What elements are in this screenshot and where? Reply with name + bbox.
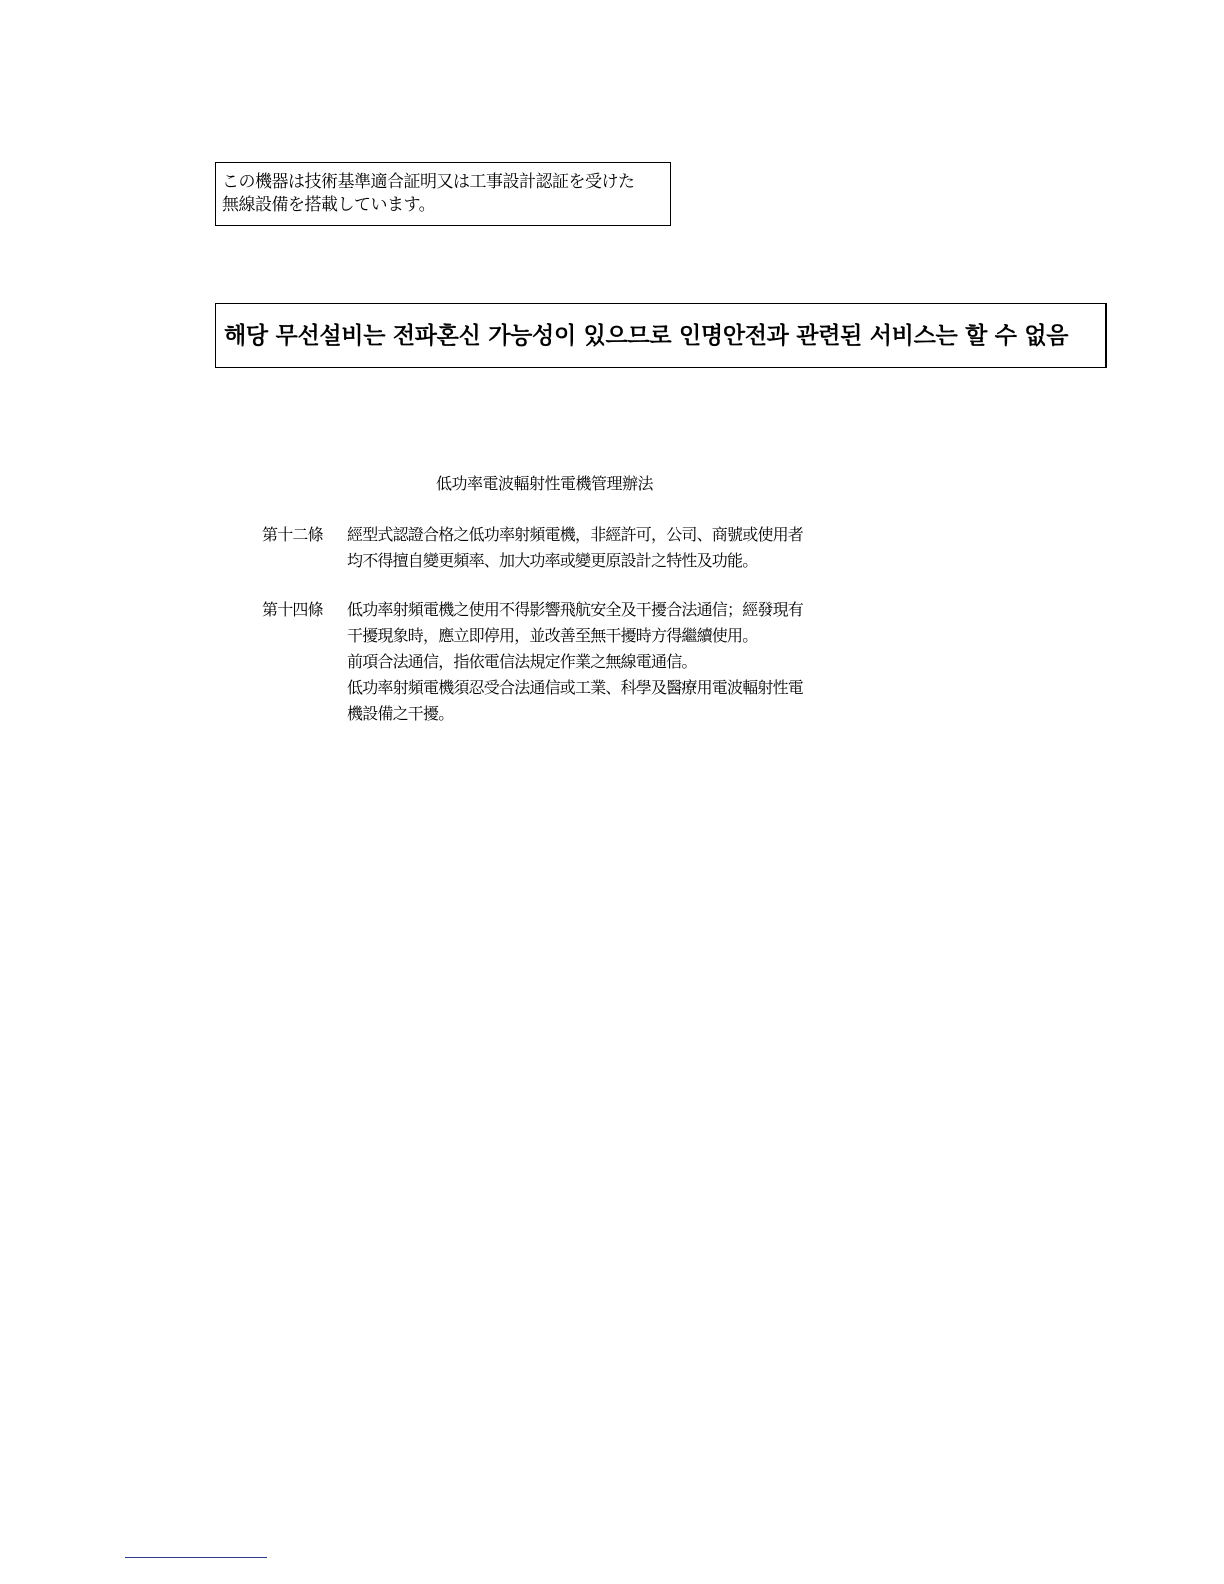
article-12-label: 第十二條 bbox=[262, 525, 323, 544]
article-12-line-2: 均不得擅自變更頻率、加大功率或變更原設計之特性及功能。 bbox=[347, 551, 758, 570]
article-14-line-2: 干擾現象時，應立即停用，並改善至無干擾時方得繼續使用。 bbox=[347, 626, 758, 645]
article-14-body bbox=[347, 597, 803, 727]
article-14-line-5: 機設備之干擾。 bbox=[347, 704, 454, 723]
article-12-line-1: 經型式認證合格之低功率射頻電機，非經許可，公司、商號或使用者 bbox=[347, 525, 804, 544]
article-14-line-1: 低功率射頻電機之使用不得影響飛航安全及干擾合法通信；經發現有 bbox=[347, 600, 804, 619]
footnote-separator-rule bbox=[125, 1557, 267, 1558]
article-14-label: 第十四條 bbox=[262, 600, 323, 619]
korea-radio-notice-box bbox=[215, 303, 1107, 368]
article-14-line-4: 低功率射頻電機須忍受合法通信或工業、科學及醫療用電波輻射性電 bbox=[347, 678, 804, 697]
taiwan-article-14 bbox=[262, 597, 862, 727]
japan-notice-line-1: この機器は技術基準適合証明又は工事設計認証を受けた bbox=[222, 172, 635, 192]
japan-radio-notice-box bbox=[215, 162, 671, 226]
taiwan-notice-title: 低功率電波輻射性電機管理辦法 bbox=[436, 474, 654, 493]
japan-notice-line-2: 無線設備を搭載しています。 bbox=[222, 195, 436, 215]
article-12-body bbox=[347, 522, 803, 574]
taiwan-article-12 bbox=[262, 522, 862, 576]
article-14-line-3: 前項合法通信，指依電信法規定作業之無線電通信。 bbox=[347, 652, 697, 671]
korea-notice-text: 해당 무선설비는 전파혼신 가능성이 있으므로 인명안전과 관련된 서비스는 할 수 없음 bbox=[224, 323, 1069, 349]
